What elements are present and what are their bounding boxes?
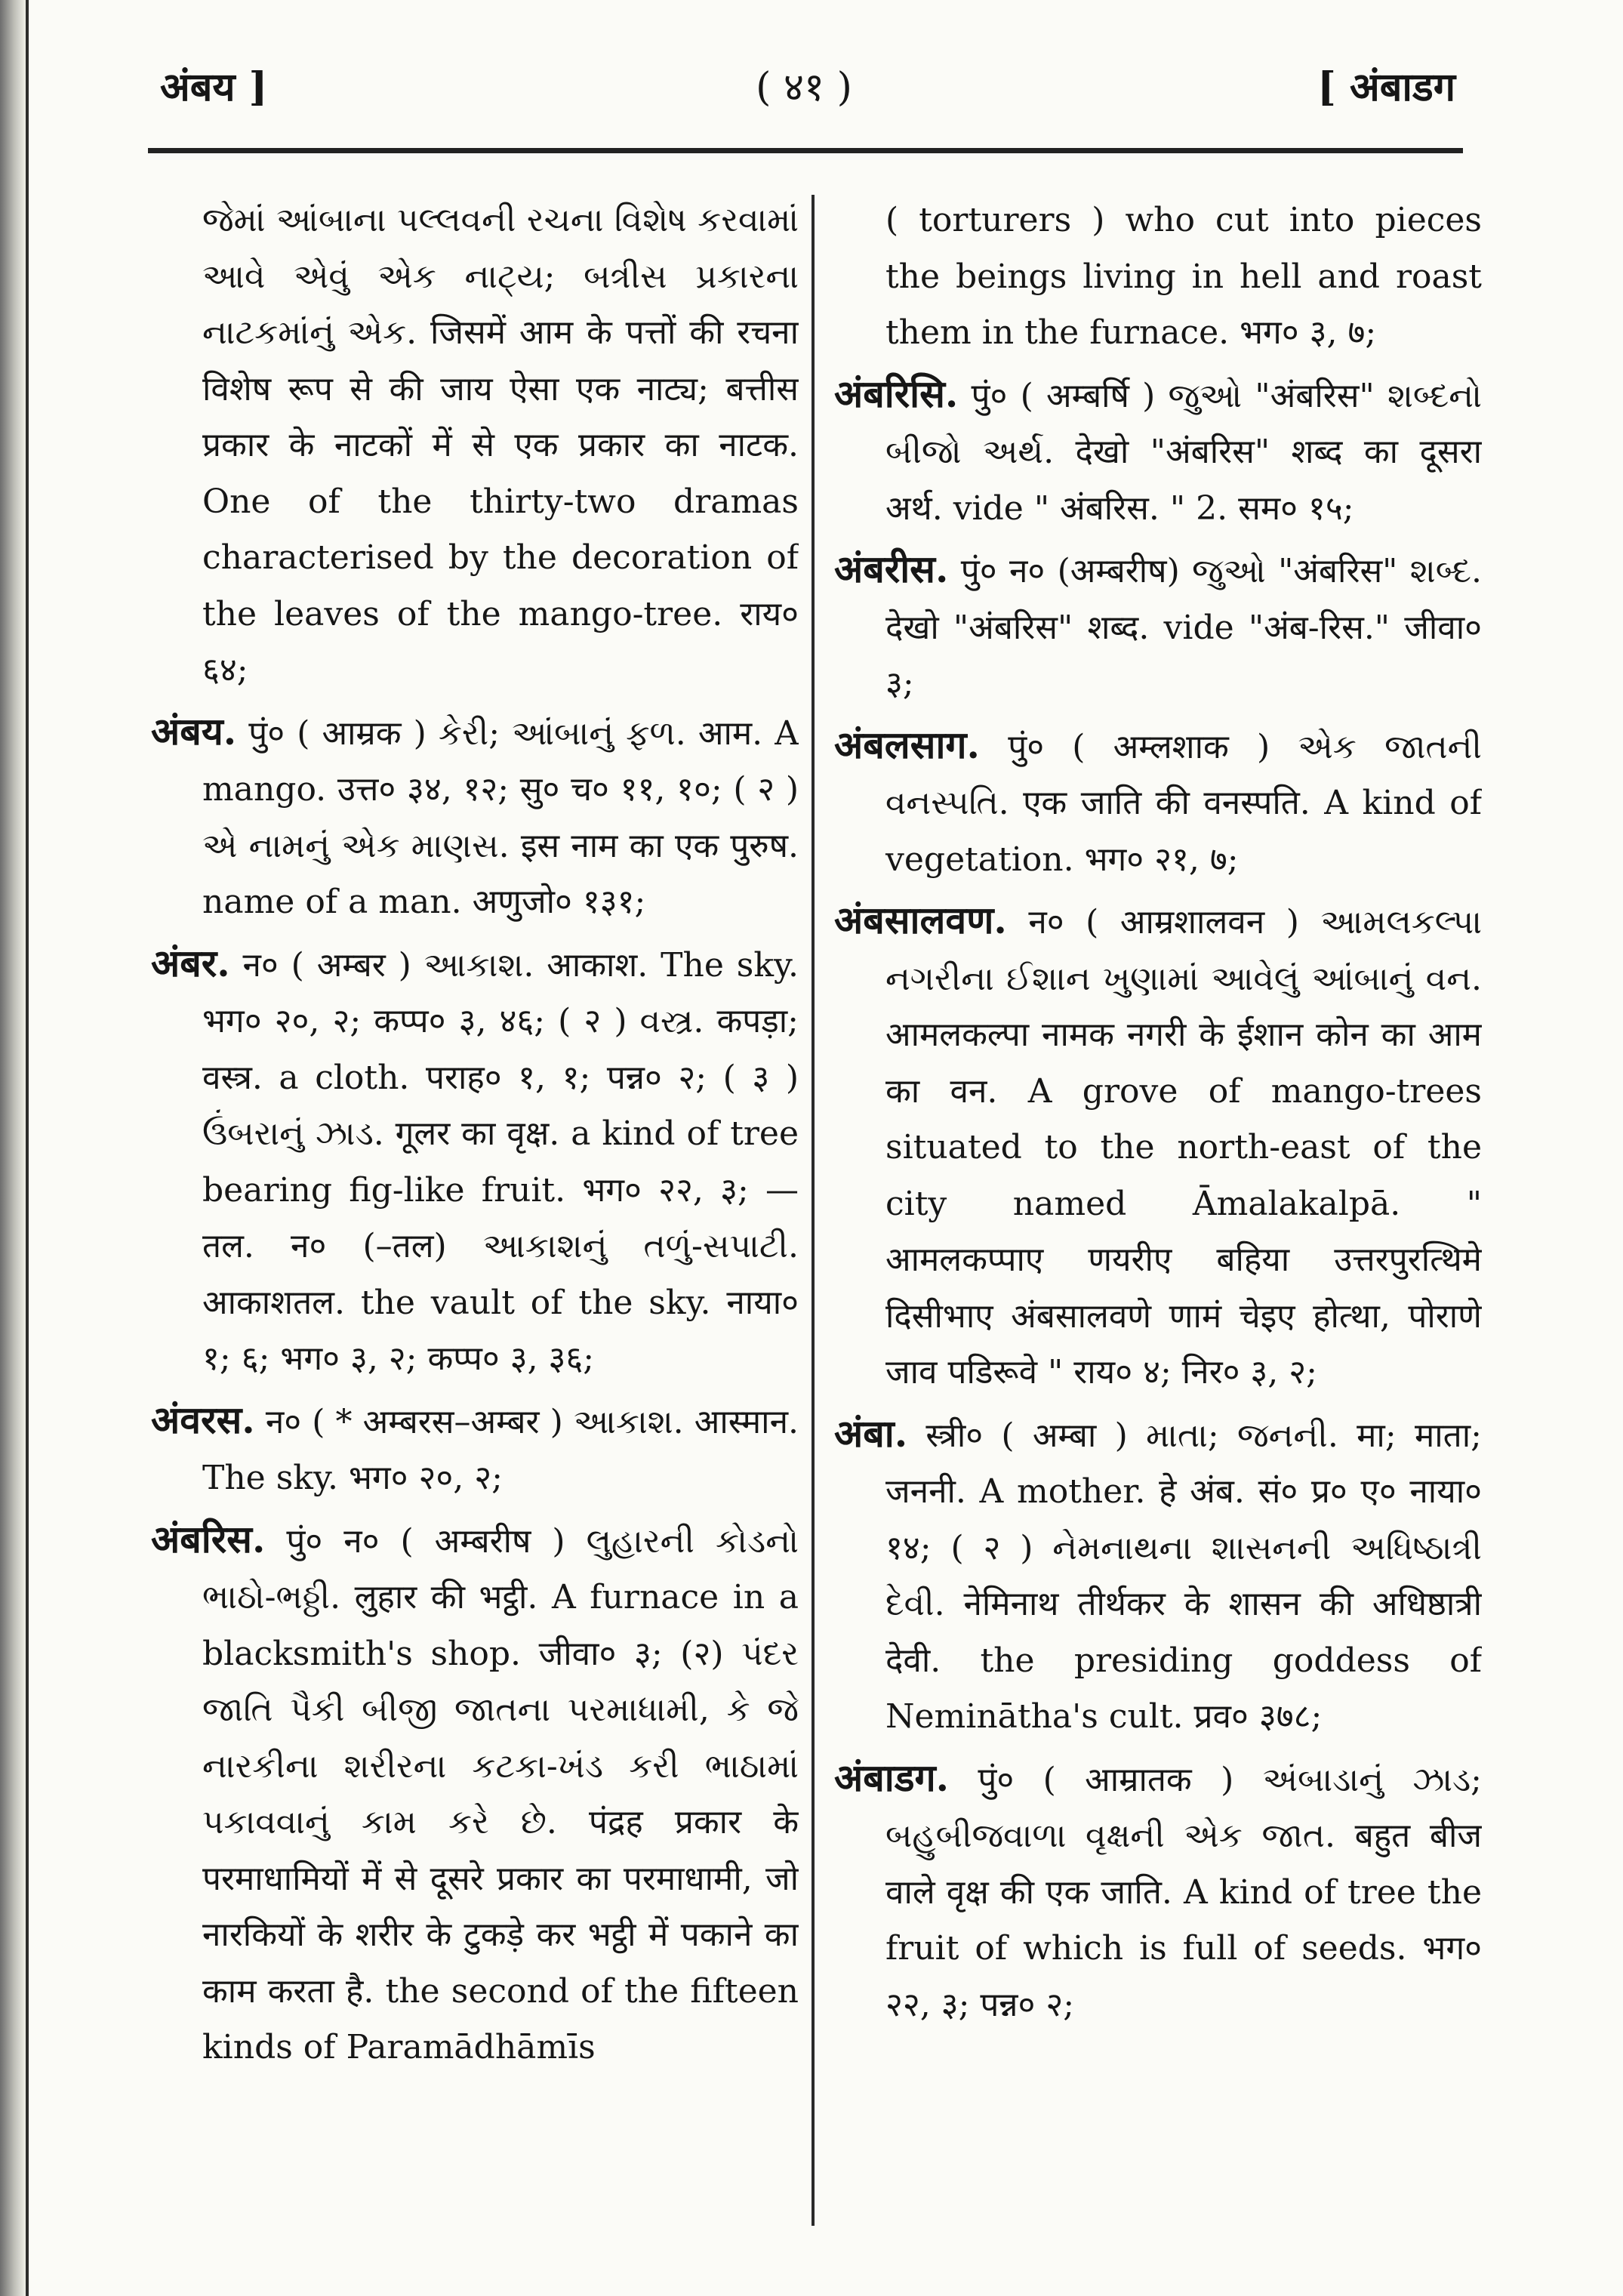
entry-text: न० ( आम्रशालवन ) આમલકલ્પા નગરીના ઈશાન ખુણામાં આવેલું આંબાનું વન. आमलकल्पा नामक नगरी के ईशान कोन का आम का वन. A grove of mango-trees situated to the north-east of the city named Āmalakalpā. " आमलकप्पाए णयरीए बहिया उत्तरपुरत्थिमे दिसीभाए अंबसालवणे णामं चेइए होत्था, पोराणे जाव पडिरूवे " राय० ४; निर० ३, २; xyxy=(885,903,1482,1391)
entry-headword: अंबरीस. xyxy=(834,547,949,591)
entry-headword: अंबलसाग. xyxy=(834,722,980,767)
header-right-guide-word: [ अंबाडग xyxy=(1317,64,1455,110)
dictionary-entry xyxy=(834,190,1482,362)
dictionary-entry xyxy=(151,1512,799,2076)
left-column xyxy=(151,190,799,2221)
entry-text: न० ( * अम्बरस–अम्बर ) આકાશ. आस्मान. The sky. भग० २०, २; xyxy=(202,1402,799,1497)
entry-text: पुं० न० ( अम्बरीष ) લુહારની કોડનો ભાઠો-ભઠ્ઠી. लुहार की भट्ठी. A furnace in a blacksmith's shop. जीवा० ३; (२) પંદર જાતિ પૈકી બીજી જાતના પરમાધામી, કે જે નારકીના શરીરના કટકા-ખંડ કરી ભાઠામાં પકાવવાનું કામ કરે છે. पंद्रह प्रकार के परमाधामियों में से दूसरे प्रकार का परमाधामी, जो नारकियों के शरीर के टुकड़े कर भट्ठी में पकाने का काम करता है. the second of the fifteen kinds of Paramādhāmīs xyxy=(202,1521,799,2066)
dictionary-entry xyxy=(834,1406,1482,1746)
entry-headword: अंबा. xyxy=(834,1410,908,1456)
dictionary-entry xyxy=(834,366,1482,538)
entry-text: ( torturers ) who cut into pieces the beings living in hell and roast them in the furnace. भग० ३, ७; xyxy=(885,201,1482,352)
entry-text: स्त्री० ( अम्बा ) માતા; જનની. मा; माता; जननी. A mother. हे अंब. सं० प्र० ए० नाया० १४; ( २ ) નેમનાથના શાસનની અધિષ્ઠાત્રી દેવી. नेमिनाथ तीर्थकर के शासन की अधिष्ठात्री देवी. the presiding goddess of Neminātha's cult. प्रव० ३७८; xyxy=(885,1416,1482,1736)
dictionary-entry xyxy=(834,1750,1482,2034)
entry-headword: अंबर. xyxy=(151,940,230,985)
dictionary-entry xyxy=(834,541,1482,713)
entry-text: पुं० ( अम्लशाक ) એક જાતની વનસ્પતિ. एक जाति की वनस्पति. A kind of vegetation. भग० २१, ७; xyxy=(885,727,1482,879)
column-divider xyxy=(812,195,815,2226)
entry-text: पुं० ( आम्रक ) કેરી; આંબાનું ફળ. आम. A mango. उत्त० ३४, १२; सु० च० ११, १०; ( २ ) એ નામનું એક માણસ. इस नाम का एक पुरुष. name of a man. अणुजो० १३१; xyxy=(202,713,799,921)
dictionary-entry xyxy=(151,190,799,699)
right-column xyxy=(834,190,1482,2221)
page-number: ( ४१ ) xyxy=(756,65,852,110)
entry-headword: अंबय. xyxy=(151,708,237,754)
entry-headword: अंबरिस. xyxy=(151,1516,266,1561)
header-rule xyxy=(148,148,1463,153)
dictionary-entry xyxy=(151,1392,799,1507)
entry-headword: अंबाडग. xyxy=(834,1755,950,1800)
entry-text: જેમાં આંબાના પલ્લવની રચના વિશેષ કરવામાં આવે એવું એક નાટ્ય; બત્રીસ પ્રકારના નાટકમાંનું એક. जिसमें आम के पत्तों की रचना विशेष रूप से की जाय ऐसा एक नाट्य; बत्तीस प्रकार के नाटकों में से एक प्रकार का नाटक. One of the thirty-two dramas characterised by the decoration of the leaves of the mango-tree. राय० ६४; xyxy=(202,201,799,689)
entry-headword: अंबसालवण. xyxy=(834,898,1007,942)
entry-headword: अंबरिसि. xyxy=(834,371,959,416)
page-edge-line xyxy=(26,0,29,2296)
book-binding-edge xyxy=(0,0,26,2296)
dictionary-entry xyxy=(151,704,799,931)
dictionary-entry xyxy=(151,935,799,1388)
dictionary-entry xyxy=(834,717,1482,889)
entry-headword: अंवरस. xyxy=(151,1397,255,1442)
entry-text: पुं० न० (अम्बरीष) જુઓ "अंबरिस" શબ્દ. देखो "अंबरिस" शब्द. vide "अंब-रिस." जीवा० ३; xyxy=(885,552,1482,703)
entry-text: पुं० ( अम्बर्षि ) જુઓ "अंबरिस" શબ્દનો બીજો અર્થ. देखो "अंबरिस" शब्द का दूसरा अर्थ. vide " अंबरिस. " 2. सम० १५; xyxy=(885,376,1482,528)
dictionary-entry xyxy=(834,892,1482,1401)
entry-text: न० ( अम्बर ) આકાશ. आकाश. The sky. भग० २०, २; कप्प० ३, ४६; ( २ ) વસ્ત્ર. कपड़ा; वस्त्र. a cloth. पराह० १, १; पन्न० २; ( ३ ) ઉંબરાનું ઝાડ. गूलर का वृक्ष. a kind of tree bearing fig-like fruit. भग० २२, ३; —तल. न० (–तल) આકાશનું તળું-સપાટી. आकाशतल. the vault of the sky. नाया० १; ६; भग० ३, २; कप्प० ३, ३६; xyxy=(202,945,799,1378)
header-left-guide-word: अंबय ] xyxy=(160,64,268,110)
entry-text: पुं० ( आम्रातक ) અંબાડાનું ઝાડ; બહુબીજવાળા વૃક્ષની એક જાત. बहुत बीज वाले वृक्ष की एक जाति. A kind of tree the fruit of which is full of seeds. भग० २२, ३; पन्न० २; xyxy=(885,1760,1482,2024)
